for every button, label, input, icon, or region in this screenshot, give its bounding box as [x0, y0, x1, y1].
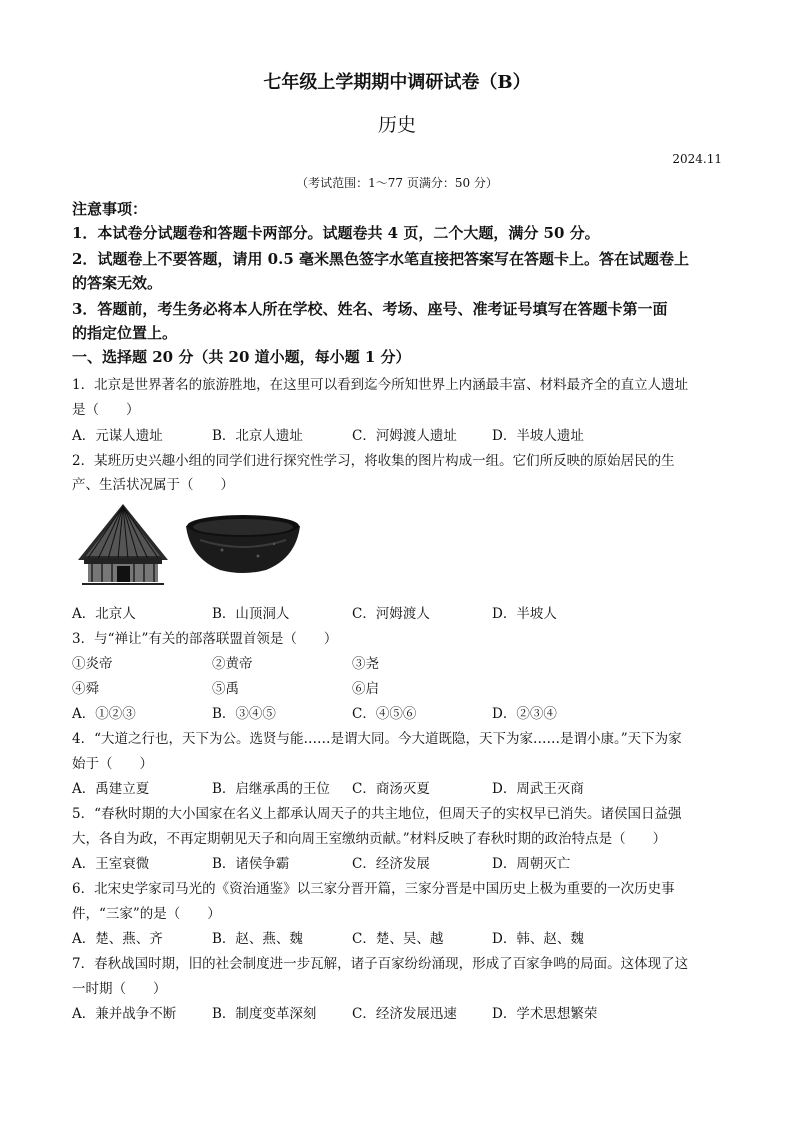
- question-4-option-a: A．禹建立夏: [72, 781, 150, 797]
- question-1-line-2: 是（ ）: [72, 402, 140, 418]
- exam-date: 2024.11: [672, 152, 722, 166]
- notice-item-1: 1．本试卷分试题卷和答题卡两部分。试题卷共 4 页，二个大题，满分 50 分。: [72, 224, 600, 242]
- notice-heading: 注意事项：: [72, 200, 148, 218]
- question-2-option-a: A．北京人: [72, 606, 136, 622]
- question-3-item-1: ①炎帝: [72, 656, 113, 672]
- question-6-option-b: B．赵、燕、魏: [212, 931, 303, 947]
- question-2-line-2: 产、生活状况属于（ ）: [72, 477, 234, 493]
- question-3-item-6: ⑥启: [352, 681, 379, 697]
- question-5-option-b: B．诸侯争霸: [212, 856, 290, 872]
- exam-range: （考试范围：1～77 页满分：50 分）: [296, 176, 498, 190]
- question-7-option-d: D．学术思想繁荣: [492, 1006, 598, 1022]
- question-3-item-3: ③尧: [352, 656, 379, 672]
- question-7-option-c: C．经济发展迅速: [352, 1006, 457, 1022]
- question-6-option-c: C．楚、吴、越: [352, 931, 444, 947]
- notice-item-2-line-2: 的答案无效。: [72, 274, 163, 292]
- question-3-item-2: ②黄帝: [212, 656, 253, 672]
- exam-title: 七年级上学期期中调研试卷（B）: [263, 72, 531, 93]
- question-2-line-1: 2．某班历史兴趣小组的同学们进行探究性学习，将收集的图片构成一组。它们所反映的原始居民的生: [72, 453, 675, 469]
- question-2-option-d: D．半坡人: [492, 606, 557, 622]
- notice-item-3-line-2: 的指定位置上。: [72, 324, 178, 342]
- question-4-option-b: B．启继承禹的王位: [212, 781, 330, 797]
- question-1-option-d: D．半坡人遗址: [492, 428, 584, 444]
- question-6-option-a: A．楚、燕、齐: [72, 931, 163, 947]
- question-4-option-d: D．周武王灭商: [492, 781, 584, 797]
- question-2-option-c: C．河姆渡人: [352, 606, 430, 622]
- question-3-option-d: D．②③④: [492, 706, 557, 722]
- question-3-item-4: ④舜: [72, 681, 99, 697]
- question-3-line-1: 3．与“禅让”有关的部落联盟首领是（ ）: [72, 631, 338, 647]
- question-3-option-b: B．③④⑤: [212, 706, 276, 722]
- question-3-item-5: ⑤禹: [212, 681, 239, 697]
- notice-item-2-line-1: 2．试题卷上不要答题，请用 0.5 毫米黑色签字水笔直接把答案写在答题卡上。答在试题卷上: [72, 250, 689, 268]
- black-pottery-bowl-image: [182, 510, 304, 576]
- question-5-option-c: C．经济发展: [352, 856, 430, 872]
- question-3-option-a: A．①②③: [72, 706, 136, 722]
- question-7-line-1: 7．春秋战国时期，旧的社会制度进一步瓦解，诸子百家纷纷涌现，形成了百家争鸣的局面。这体现了这: [72, 956, 689, 972]
- question-6-line-2: 件，“三家”的是（ ）: [72, 906, 221, 922]
- question-6-option-d: D．韩、赵、魏: [492, 931, 584, 947]
- question-4-line-2: 始于（ ）: [72, 756, 153, 772]
- question-5-line-2: 大，各自为政，不再定期朝见天子和向周王室缴纳贡献。”材料反映了春秋时期的政治特点是（ ）: [72, 831, 667, 847]
- question-7-line-2: 一时期（ ）: [72, 981, 167, 997]
- question-3-option-c: C．④⑤⑥: [352, 706, 417, 722]
- section-1-heading: 一、选择题 20 分（共 20 道小题，每小题 1 分）: [72, 348, 411, 366]
- question-2-option-b: B．山顶洞人: [212, 606, 290, 622]
- question-5-option-a: A．王室衰微: [72, 856, 150, 872]
- question-5-line-1: 5．“春秋时期的大小国家在名义上都承认周天子的共主地位，但周天子的实权早已消失。诸侯国日益强: [72, 806, 682, 822]
- notice-item-3-line-1: 3．答题前，考生务必将本人所在学校、姓名、考场、座号、准考证号填写在答题卡第一面: [72, 300, 668, 318]
- question-4-option-c: C．商汤灭夏: [352, 781, 430, 797]
- question-1-line-1: 1．北京是世界著名的旅游胜地，在这里可以看到迄今所知世界上内涵最丰富、材料最齐全的直立人遗址: [72, 377, 689, 393]
- question-1-option-a: A．元谋人遗址: [72, 428, 163, 444]
- question-1-option-c: C．河姆渡人遗址: [352, 428, 457, 444]
- question-5-option-d: D．周朝灭亡: [492, 856, 571, 872]
- thatched-hut-image: [74, 502, 172, 586]
- question-6-line-1: 6．北宋史学家司马光的《资治通鉴》以三家分晋开篇，三家分晋是中国历史上极为重要的一次历史事: [72, 881, 675, 897]
- question-4-line-1: 4．“大道之行也，天下为公。选贤与能……是谓大同。今大道既隐，天下为家……是谓小康。”天下为家: [72, 731, 682, 747]
- question-7-option-b: B．制度变革深刻: [212, 1006, 317, 1022]
- subject-title: 历史: [377, 114, 416, 136]
- question-7-option-a: A．兼并战争不断: [72, 1006, 177, 1022]
- question-1-option-b: B．北京人遗址: [212, 428, 303, 444]
